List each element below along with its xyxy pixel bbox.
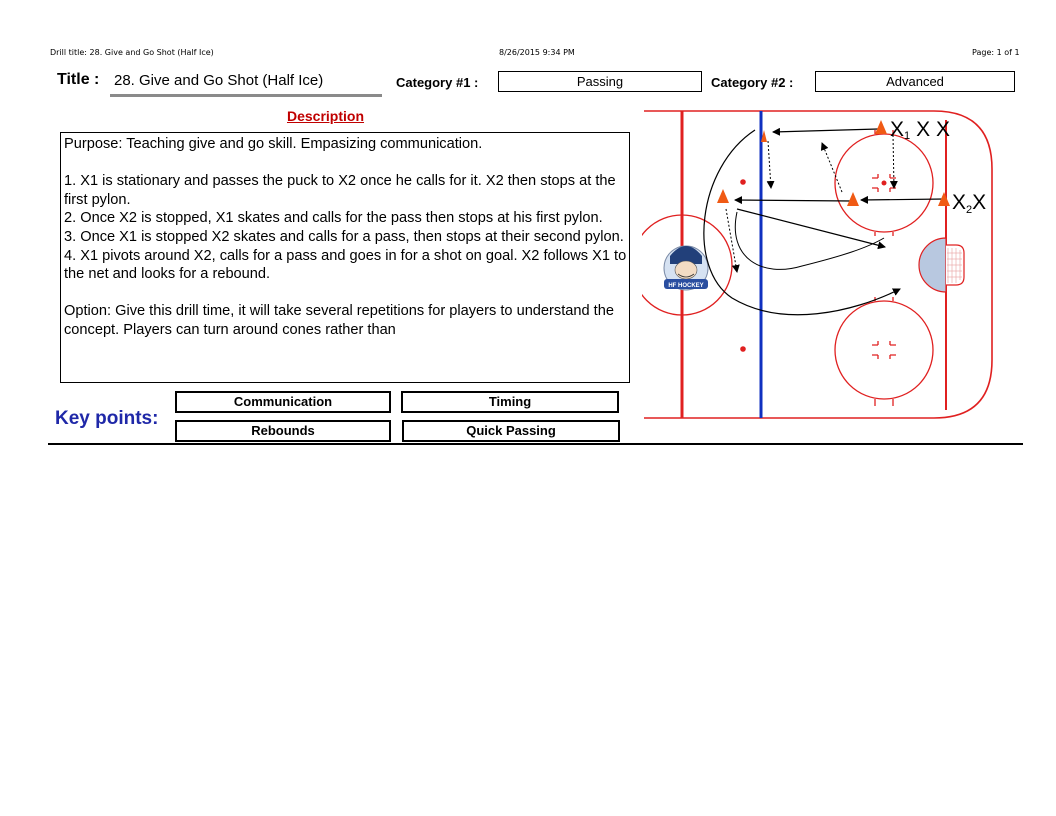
description-heading: Description (287, 108, 365, 124)
hockey-logo-icon (664, 246, 708, 290)
description-step: 3. Once X1 is stopped X2 skates and calls for a pass, then stops at their second pylon. (64, 228, 624, 245)
description-step: 1. X1 is stationary and passes the puck to X2 once he calls for it. X2 then stops at the first pylon. (64, 173, 616, 208)
skate-path (768, 141, 771, 188)
title-underline (110, 94, 382, 97)
cones (717, 120, 950, 206)
key-point-box: Rebounds (175, 420, 391, 442)
category2-label: Category #2 : (711, 75, 794, 90)
cone-icon (847, 192, 859, 206)
key-point-box: Timing (401, 391, 619, 413)
page-indicator: Page: 1 of 1 (972, 48, 1020, 57)
key-point-box: Quick Passing (402, 420, 620, 442)
rink-diagram (642, 108, 998, 424)
svg-text:HF HOCKEY: HF HOCKEY (668, 283, 704, 289)
category1-field: Passing (498, 71, 702, 92)
neutral-dot-top (740, 179, 746, 185)
goal-crease (919, 238, 946, 292)
bottom-rule (48, 443, 1023, 445)
player-group-x2: X2X (952, 191, 987, 216)
pass-arrow (735, 200, 852, 201)
category1-label: Category #1 : (396, 75, 479, 90)
faceoff-dot-top (882, 181, 887, 186)
title-value: 28. Give and Go Shot (Half Ice) (114, 72, 324, 89)
description-step: 4. X1 pivots around X2, calls for a pass and goes in for a shot on goal. X2 follows X1 to the net and looks for a rebound. (64, 247, 627, 283)
skate-curve (704, 130, 900, 315)
cone-icon (717, 189, 729, 203)
faceoff-circle-bottom (835, 297, 933, 406)
description-step: 2. Once X2 is stopped, X1 skates and calls for the pass then stops at his first pylon. (64, 210, 603, 227)
print-datetime: 8/26/2015 9:34 PM (499, 48, 575, 57)
category2-field: Advanced (815, 71, 1015, 92)
pass-arrow (773, 129, 878, 132)
neutral-dot-bottom (740, 346, 746, 352)
skate-path (893, 135, 894, 188)
key-points-label: Key points: (55, 408, 159, 429)
title-label: Title : (57, 71, 100, 88)
description-purpose: Purpose: Teaching give and go skill. Empasizing communication. (64, 136, 483, 152)
pass-arrow (861, 199, 945, 200)
cone-icon (875, 120, 887, 134)
description-option: Option: Give this drill time, it will take several repetitions for players to understand the concept. Players can turn around cones rather than (64, 303, 614, 338)
description-box (60, 132, 630, 383)
pass-arrow (737, 209, 885, 247)
key-point-box: Communication (175, 391, 391, 413)
drill-title-header: Drill title: 28. Give and Go Shot (Half Ice) (50, 48, 214, 57)
player-group-x1: X1 X X (890, 118, 950, 142)
skate-path (822, 143, 842, 192)
